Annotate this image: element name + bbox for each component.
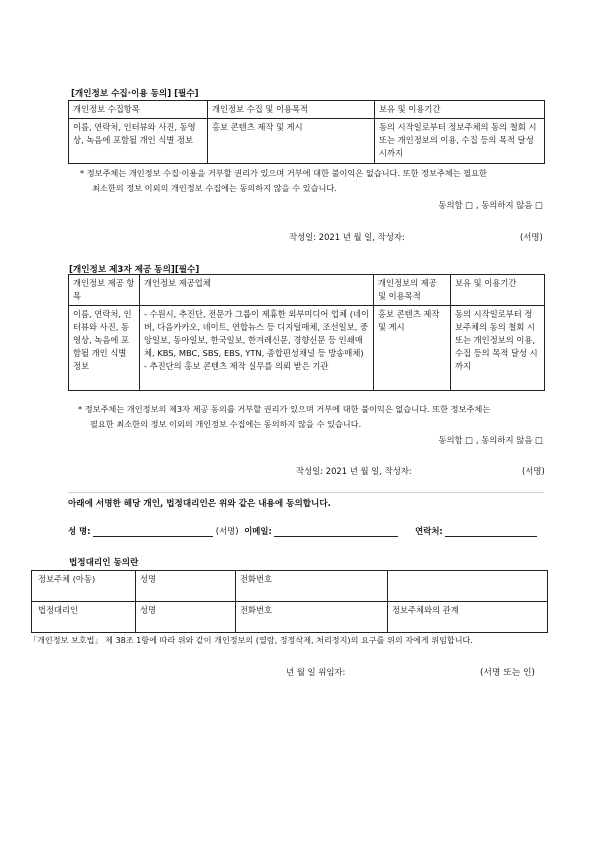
section1-consent-checkboxes[interactable]: 동의함 □ , 동의하지 않음 □ xyxy=(438,200,543,210)
divider xyxy=(68,492,544,493)
table-cell[interactable]: 성명 xyxy=(136,602,236,633)
signature-row xyxy=(68,525,537,537)
section2-note-line2: 필요한 최소한의 정보 이외의 개인정보 수집에는 동의하지 않을 수 있습니다. xyxy=(90,419,362,429)
table-cell: 이름, 연락처, 인터뷰와 사진, 동영상, 녹음에 포함될 개인 식별 정보 xyxy=(69,306,140,391)
table-cell[interactable]: 정보주체와의 관계 xyxy=(388,602,548,633)
table-cell: 법정대리인 xyxy=(32,602,136,633)
table-row xyxy=(69,119,545,164)
header-cell: 개인정보의 제공 및 이용목적 xyxy=(374,275,451,306)
table-cell xyxy=(140,306,374,391)
table-row xyxy=(32,602,548,633)
section1-note-line1: * 정보주체는 개인정보 수집·이용을 거부할 권리가 있으며 거부에 대한 불이익은 없습니다. 또한 정보주체는 필요한 xyxy=(80,168,487,178)
table-header-row xyxy=(69,275,545,306)
section1-date-line: 작성일: 2021 년 월 일, 작성자: xyxy=(289,232,405,242)
collection-table xyxy=(68,100,545,164)
header-cell: 개인정보 제공 항목 xyxy=(69,275,140,306)
guardian-table xyxy=(31,570,548,633)
law-text: 「개인정보 보호법」 제 38조 1항에 따라 위와 같이 개인정보의 (열람, 정정삭제, 처리정지)의 요구를 위의 자에게 위임합니다. xyxy=(29,635,473,645)
provider-list: - 수원시, 추진단, 전문가 그룹이 제휴한 외부미디어 업체 (네이버, 다음카카오, 네이트, 연합뉴스 등 디지털매체, 조선일보, 중앙일보, 동아일보, 한국일보, 한겨레신문, 경향신문 등 인쇄매체, KBS, MBC, SBS, EBS, YTN, 종합편성채널 등 방송매체) xyxy=(144,309,369,358)
header-cell: 개인정보 제공업체 xyxy=(140,275,374,306)
name-label: 성 명: xyxy=(68,526,91,536)
table-row xyxy=(32,571,548,602)
email-field[interactable] xyxy=(274,526,398,537)
table-cell: 홍보 콘텐츠 제작 및 게시 xyxy=(374,306,451,391)
name-signature: (서명) xyxy=(215,526,239,536)
contact-label: 연락처: xyxy=(415,526,443,536)
section2-date-line: 작성일: 2021 년 월 일, 작성자: xyxy=(296,466,412,476)
footer-date-line: 년 월 일 위임자: xyxy=(286,667,346,677)
email-label: 이메일: xyxy=(244,526,272,536)
table-cell: 동의 시작일로부터 정보주체의 동의 철회 시 또는 개인정보의 이용, 수집 등의 목적 달성 시까지 xyxy=(451,306,545,391)
guardian-title: 법정대리인 동의란 xyxy=(69,558,139,568)
header-cell: 개인정보 수집항목 xyxy=(69,101,208,119)
agreement-statement: 아래에 서명한 해당 개인, 법정대리인은 위와 같은 내용에 동의합니다. xyxy=(68,499,331,509)
footer-signature: (서명 또는 인) xyxy=(480,668,535,678)
section2-title: [개인정보 제3자 제공 동의][필수] xyxy=(69,265,200,275)
table-cell: 홍보 콘텐츠 제작 및 게시 xyxy=(208,119,375,164)
contact-field[interactable] xyxy=(445,526,537,537)
header-cell: 개인정보 수집 및 이용목적 xyxy=(208,101,375,119)
table-cell: 이름, 연락처, 인터뷰와 사진, 동영상, 녹음에 포함될 개인 식별 정보 xyxy=(69,119,208,164)
header-cell: 보유 및 이용기간 xyxy=(375,101,545,119)
section1-note-line2: 최소한의 정보 이외의 개인정보 수집에는 동의하지 않을 수 있습니다. xyxy=(92,183,337,193)
table-cell[interactable] xyxy=(388,571,548,602)
section1-title: [개인정보 수집·이용 동의] [필수] xyxy=(71,89,199,99)
table-cell[interactable]: 전화번호 xyxy=(236,602,388,633)
section2-note-line1: * 정보주체는 개인정보의 제3자 제공 동의를 거부할 권리가 있으며 거부에 대한 불이익은 없습니다. 또한 정보주체는 xyxy=(78,404,491,414)
table-cell[interactable]: 전화번호 xyxy=(236,571,388,602)
third-party-table xyxy=(68,274,545,391)
table-cell: 동의 시작일로부터 정보주체의 동의 철회 시 또는 개인정보의 이용, 수집 등의 목적 달성 시까지 xyxy=(375,119,545,164)
table-cell: 정보주체 (아동) xyxy=(32,571,136,602)
provider-list-extra: - 추진단의 홍보 콘텐츠 제작 실무를 의뢰 받은 기관 xyxy=(144,361,329,371)
table-row xyxy=(69,306,545,391)
section2-signature: (서명) xyxy=(522,466,545,476)
table-cell[interactable]: 성명 xyxy=(136,571,236,602)
section1-signature: (서명) xyxy=(520,232,543,242)
table-header-row xyxy=(69,101,545,119)
name-field[interactable] xyxy=(93,526,213,537)
section2-consent-checkboxes[interactable]: 동의함 □ , 동의하지 않음 □ xyxy=(438,435,543,445)
header-cell: 보유 및 이용기간 xyxy=(451,275,545,306)
